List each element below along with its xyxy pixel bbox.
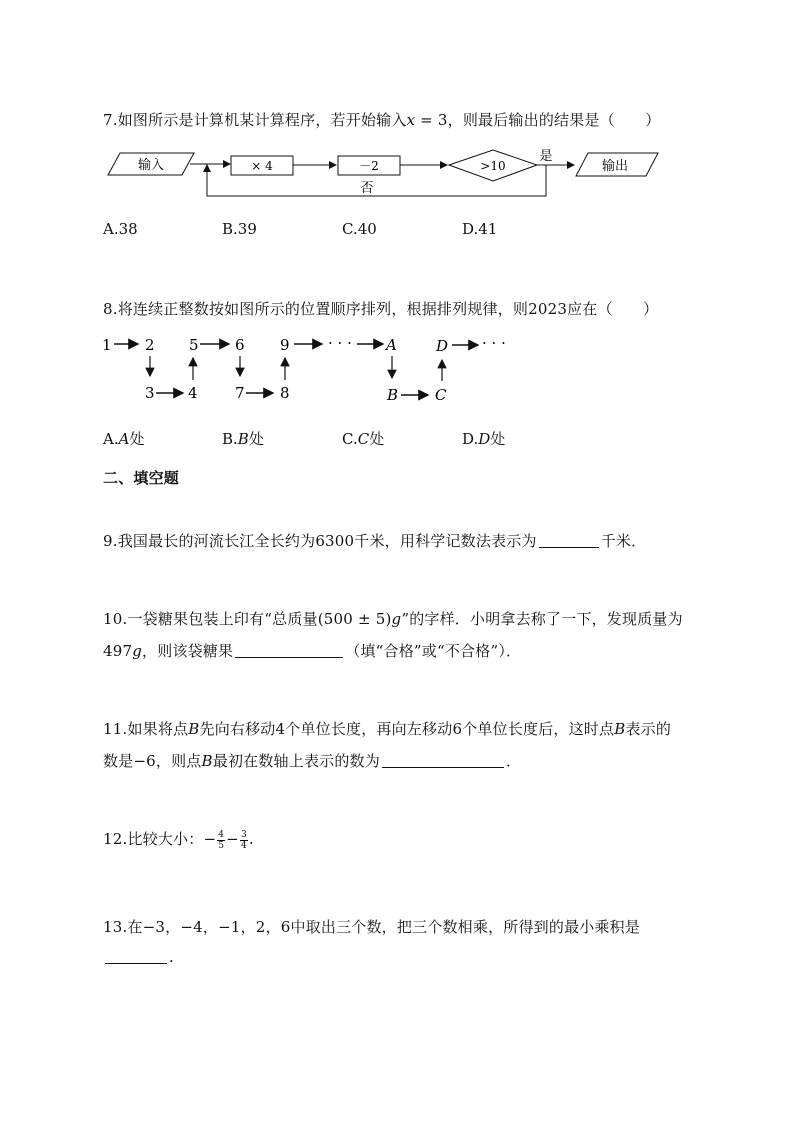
- q8-number-pattern-diagram: [98, 330, 518, 410]
- q8-option-a-letter: A: [118, 430, 130, 448]
- q9-answer-blank[interactable]: [539, 533, 599, 548]
- pattern-num-4: 4: [188, 384, 198, 402]
- q7-option-b[interactable]: B.39: [222, 220, 257, 238]
- question-8-stem: 8.将连续正整数按如图所示的位置顺序排列，根据排列规律，则2023应在（ ）: [103, 300, 659, 318]
- q11-line1-c: 表示的: [625, 720, 672, 738]
- q8-option-d[interactable]: [462, 428, 505, 449]
- q10-line2-a: 497: [103, 642, 133, 660]
- q9-text-b: 千米．: [600, 532, 647, 550]
- q12-text-a: 12.比较大小：−: [103, 830, 217, 848]
- q12-text-b: .: [248, 830, 254, 848]
- q11-point-b2: B: [614, 720, 626, 738]
- q12-fraction-2: [240, 830, 248, 851]
- q12-frac1-numerator: 4: [218, 829, 225, 840]
- question-13-line-2: [103, 948, 174, 966]
- q8-option-a-prefix: A.: [103, 430, 119, 448]
- flow-input-label: 输入: [137, 158, 165, 173]
- flow-yes-label: 是: [539, 149, 553, 164]
- question-12: [103, 828, 254, 851]
- q11-line1-b: 先向右移动4个单位长度，再向左移动6个单位长度后，这时点: [199, 720, 615, 738]
- q12-frac2-denominator: 4: [240, 840, 247, 851]
- q11-point-b3: B: [201, 752, 213, 770]
- pattern-letter-a: A: [386, 336, 397, 354]
- question-11-line-1: [103, 718, 671, 739]
- q10-line1: 10.一袋糖果包装上印有“总质量(500 ± 5): [103, 610, 392, 628]
- q11-line1-a: 11.如果将点: [103, 720, 189, 738]
- q10-line1-end: ”的字样．小明拿去称了一下，发现质量为: [401, 610, 683, 628]
- q10-line2-b: ，则该袋糖果: [142, 642, 234, 660]
- q8-option-a[interactable]: [103, 428, 144, 449]
- question-10-line-2: [103, 640, 521, 661]
- flow-condition-label: >10: [480, 159, 506, 173]
- q10-line2-c: （填“合格”或“不合格”）．: [345, 642, 522, 660]
- flow-subtract-label: －2: [359, 159, 379, 173]
- flow-multiply-label: × 4: [251, 159, 273, 173]
- q12-frac2-numerator: 3: [240, 829, 247, 840]
- pattern-num-6: 6: [235, 336, 245, 354]
- question-11-line-2: [103, 750, 521, 771]
- q10-unit-g2: g: [132, 642, 143, 660]
- flow-no-label: 否: [360, 181, 374, 196]
- q8-option-b[interactable]: [222, 428, 264, 449]
- q7-text-b: = 3，则最后输出的结果是（ ）: [415, 111, 661, 129]
- q11-line2-c: ．: [505, 752, 522, 770]
- pattern-num-3: 3: [145, 384, 155, 402]
- q8-option-d-prefix: D.: [462, 430, 479, 448]
- pattern-num-8: 8: [280, 384, 290, 402]
- q8-option-d-suffix: 处: [490, 430, 506, 448]
- question-13-line-1: 13.在−3，−4，−1，2，6中取出三个数，把三个数相乘，所得到的最小乘积是: [103, 918, 641, 936]
- question-7-stem: [103, 109, 660, 130]
- q12-minus: −: [226, 830, 239, 848]
- q8-option-a-suffix: 处: [129, 430, 145, 448]
- q13-line2-end: .: [169, 948, 174, 966]
- q7-option-a[interactable]: A.38: [103, 220, 138, 238]
- pattern-dots-1: · · ·: [328, 334, 352, 352]
- q11-point-b1: B: [188, 720, 200, 738]
- pattern-dots-2: · · ·: [482, 334, 506, 352]
- pattern-num-9: 9: [280, 336, 290, 354]
- q12-frac1-denominator: 5: [218, 840, 225, 851]
- q7-var-x: x: [406, 111, 416, 129]
- q8-option-c-prefix: C.: [342, 430, 358, 448]
- pattern-letter-d: D: [436, 337, 449, 355]
- q8-option-c-letter: C: [357, 430, 370, 448]
- question-10-line-1: [103, 608, 683, 629]
- section-2-heading: 二、填空题: [103, 469, 180, 487]
- q8-option-c[interactable]: [342, 428, 384, 449]
- q11-line2-a: 数是−6，则点: [103, 752, 202, 770]
- q8-option-d-letter: D: [478, 430, 491, 448]
- q13-answer-blank[interactable]: [105, 949, 167, 964]
- q11-line2-b: 最初在数轴上表示的数为: [212, 752, 380, 770]
- q9-text-a: 9.我国最长的河流长江全长约为6300千米，用科学记数法表示为: [103, 532, 537, 550]
- q8-option-c-suffix: 处: [369, 430, 385, 448]
- q7-option-d[interactable]: D.41: [462, 220, 498, 238]
- q11-answer-blank[interactable]: [382, 753, 504, 768]
- flow-output-label: 输出: [601, 159, 629, 174]
- pattern-num-1: 1: [102, 336, 112, 354]
- q7-text-a: 7.如图所示是计算机某计算程序，若开始输入: [103, 111, 407, 129]
- q7-option-c[interactable]: C.40: [342, 220, 377, 238]
- pattern-letter-b: B: [387, 386, 399, 404]
- q10-answer-blank[interactable]: [235, 643, 343, 658]
- q8-option-b-prefix: B.: [222, 430, 238, 448]
- q8-option-b-letter: B: [237, 430, 249, 448]
- q12-fraction-1: [217, 830, 225, 851]
- pattern-letter-c: C: [435, 386, 447, 404]
- pattern-num-5: 5: [189, 336, 199, 354]
- q7-flowchart: [100, 145, 670, 205]
- q8-option-b-suffix: 处: [248, 430, 264, 448]
- question-9: [103, 530, 646, 551]
- q10-unit-g1: g: [391, 610, 402, 628]
- pattern-num-2: 2: [145, 336, 155, 354]
- pattern-num-7: 7: [235, 384, 245, 402]
